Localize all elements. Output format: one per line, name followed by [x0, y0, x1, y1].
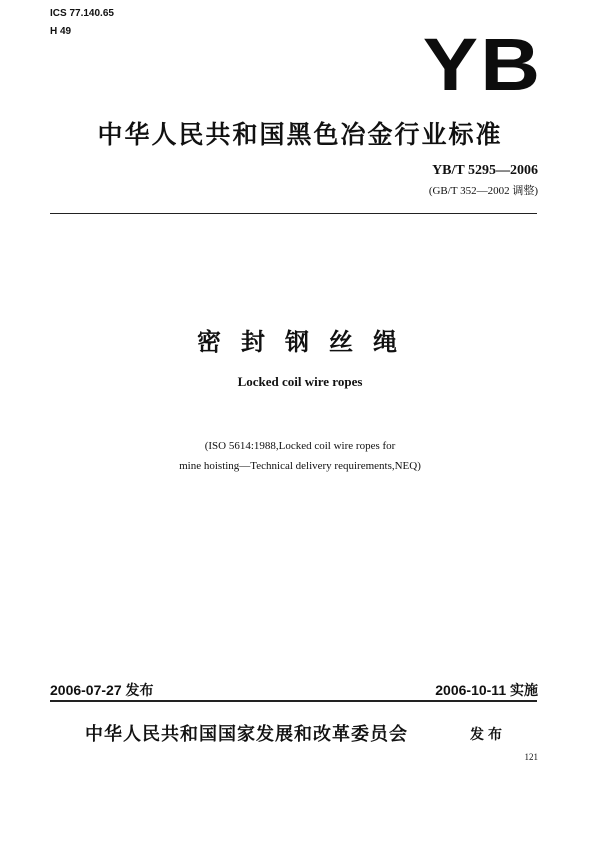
document-title-cn: 密封钢丝绳 [197, 328, 417, 356]
reference-line-1: (ISO 5614:1988,Locked coil wire ropes for [204, 440, 396, 452]
standard-title: 中华人民共和国黑色冶金行业标准 [97, 120, 503, 149]
adoption-note: (GB/T 352—2002 调整) [428, 185, 538, 197]
issuing-organization: 中华人民共和国国家发展和改革委员会 [85, 724, 408, 745]
issue-date: 2006-07-27 发布 [50, 682, 154, 698]
top-divider [50, 213, 537, 214]
reference-line-2: mine hoisting—Technical delivery requirements,NEQ) [179, 460, 421, 472]
yb-logo: YB [422, 23, 543, 106]
implementation-date: 2006-10-11 实施 [435, 682, 538, 698]
page-number: 121 [524, 752, 538, 762]
ics-code: ICS 77.140.65 [50, 8, 114, 19]
bottom-divider [50, 700, 537, 702]
classification-code: H 49 [50, 26, 72, 37]
publish-label: 发布 [470, 727, 506, 743]
document-title-en: Locked coil wire ropes [237, 374, 363, 389]
standard-number: YB/T 5295—2006 [432, 163, 538, 178]
